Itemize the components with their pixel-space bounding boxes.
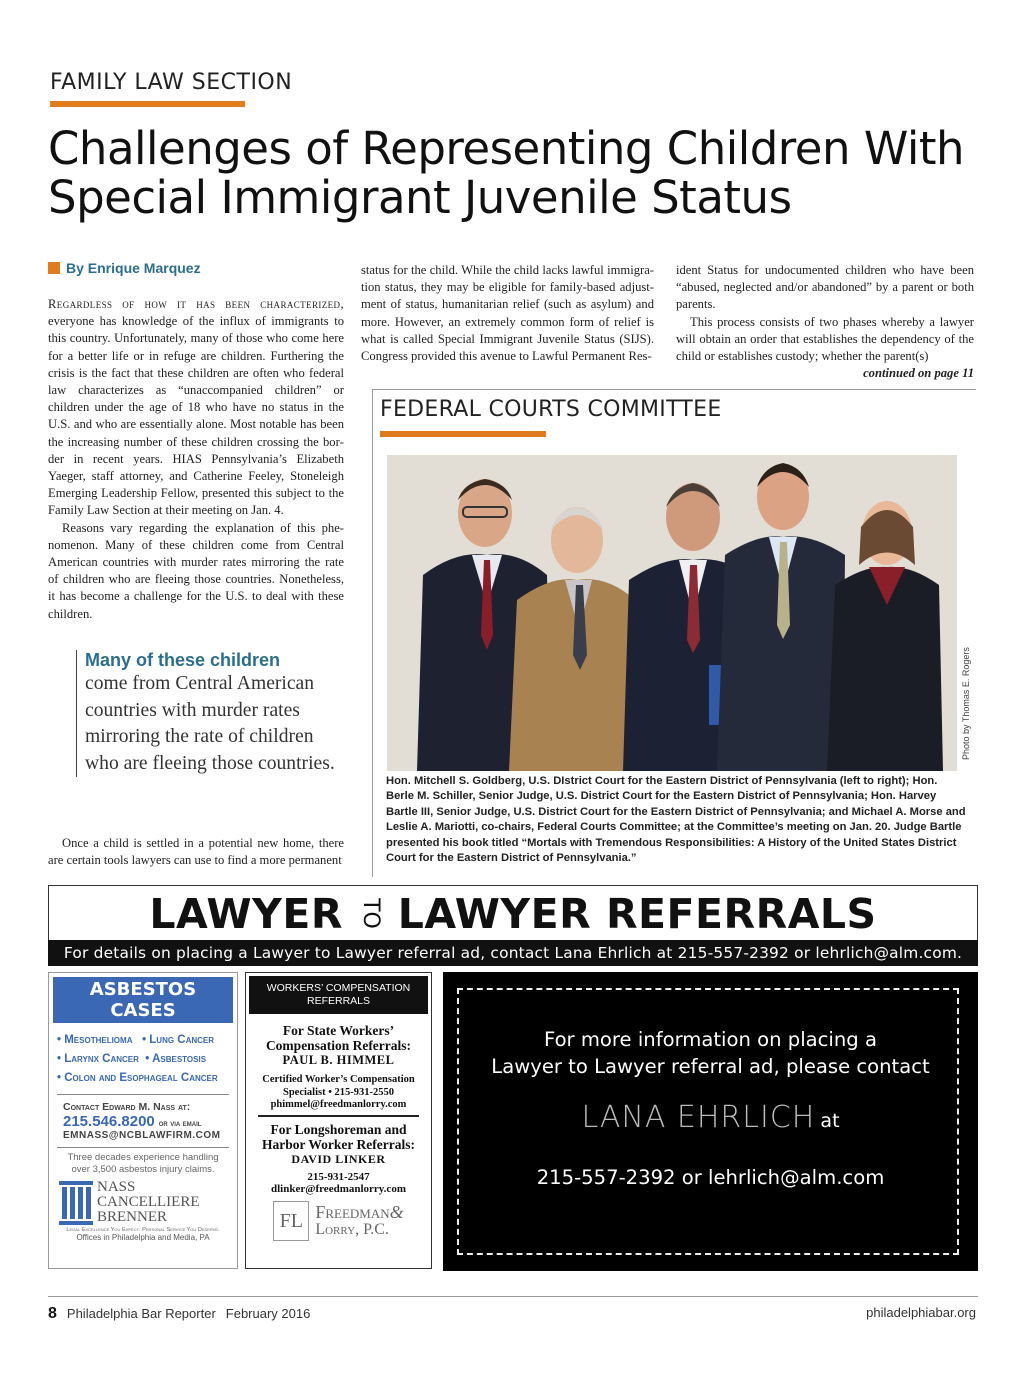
byline-author: By Enrique Marquez [66,260,201,276]
nass-logo [49,1178,237,1227]
nass-firm-3: BRENNER [97,1209,168,1225]
footer-date: February 2016 [225,1306,311,1321]
l2l-info-line-1: For more information on placing a [544,1028,877,1051]
article-paragraph-4: status for the child. While the child lacks lawful immigration status, they may be eligible for family-based adjustment of status, humanitarian relief (such as asylum) and more. However, an extremely common form of relief is what is called Special Immigrant Juvenile Status (SIJS). Congress provided this avenue to Lawful Permanent Res- [361,263,654,364]
l2l-info-text [443,1026,978,1080]
workers-comp-name-1: PAUL B. HIMMEL [282,1053,395,1067]
footer-site: philadelphiabar.org [866,1305,976,1320]
asbestos-item: • Mesothelioma [57,1034,133,1046]
l2l-details-bar: For details on placing a Lawyer to Lawyer referral ad, contact Lana Ehrlich at 215-557-2392 or lehrlich@alm.com. [48,940,978,966]
article-paragraph-6: This process consists of two phases whereby a lawyer will obtain an order that establishes the dependency of the child or establishes custody; whether the parent(s) [676,314,974,364]
workers-comp-header: WORKERS’ COMPENSATION REFERRALS [249,976,428,1014]
l2l-info-ad [443,972,978,1271]
pull-quote-lead: Many of these children [85,650,281,670]
asbestos-item: • Larynx Cancer [57,1053,139,1065]
asbestos-item: • Colon and Esophageal Cancer [57,1072,218,1084]
freedman-firm-1: Freedman [315,1202,390,1222]
photo-caption: Hon. Mitchell S. Goldberg, U.S. DIstrict Court for the Eastern District of Pennsylvania (left to right); Hon. Berle M. Schiller, Senior Judge, U.S. District Court for the Eastern District of Pennsylvania; Hon. Harvey Bartle III, Senior Judge, U.S. District Court for the Eastern District of Pennsylvania; and Michael A. Morse and Leslie A. Mariotti, co-chairs, Federal Courts Committee; at the Committee’s meeting on Jan. 20. Judge Bartle presented his book titled “Mortals with Tremendous Responsibilities: A History of the United States District Court for the Eastern District of Pennsylvania.” [386,775,966,865]
columns-icon [59,1181,93,1225]
article-column-1 [48,296,344,623]
article-column-3 [676,262,974,382]
l2l-banner [48,885,978,941]
asbestos-divider [57,1094,229,1095]
article-opening: Regardless of how it has been characterized, [48,297,344,311]
workers-comp-divider [258,1115,419,1117]
section-rule [50,101,245,107]
l2l-info-contact: 215-557-2392 or lehrlich@alm.com [536,1166,885,1189]
nass-firm-2: CANCELLIERE [97,1194,200,1210]
freedman-amp: & [389,1202,404,1222]
footer-rule [48,1296,978,1297]
asbestos-via: or via email [158,1118,202,1128]
nass-tagline: Legal Excellence You Expect. Personal Service You Deserve. [66,1227,220,1233]
workers-comp-email-1: phimmel@freedmanlorry.com [270,1099,407,1110]
l2l-word-1: LAWYER [149,889,343,938]
workers-comp-name-2: DAVID LINKER [291,1152,386,1166]
workers-comp-phone-2: 215-931-2547 [307,1171,370,1183]
asbestos-ad [48,972,238,1269]
group-photo [387,455,957,771]
federal-courts-rule [380,431,546,437]
byline-square-icon [48,262,60,274]
l2l-info-line-2: Lawyer to Lawyer referral ad, please contact [491,1055,930,1078]
article-paragraph-5: ident Status for undocumented children who have been “abused, neglected and/or abandoned” by a parent or both parents. [676,263,974,312]
l2l-info-name: LANA EHRLICH [581,1100,816,1135]
asbestos-title-2: CASES [110,1000,176,1021]
asbestos-phone: 215.546.8200 [63,1113,155,1130]
asbestos-item: • Lung Cancer [142,1034,215,1046]
asbestos-contact: Contact Edward M. Nass at: [63,1101,191,1113]
freedman-firm-2: Lorry, P.C. [315,1221,389,1238]
freedman-logo [250,1201,427,1241]
article-paragraph-3: Once a child is settled in a potential new home, there are certain tools lawyers can use to find a more permanent [48,836,344,868]
asbestos-item: • Asbestosis [145,1053,207,1065]
page-number: 8 [48,1305,57,1322]
asbestos-title-1: ASBESTOS [89,979,197,1000]
headline-line-1: Challenges of Representing Children With [48,122,964,175]
workers-comp-heading-2: For Longshoreman and Harbor Worker Referrals: [262,1122,415,1152]
nass-firm-name [97,1180,200,1225]
workers-comp-heading-1: For State Workers’ Compensation Referrals: [265,1023,412,1053]
photo-credit: Photo by Thomas E. Rogers [961,647,971,760]
byline [48,260,201,276]
workers-comp-cert: Certified Worker’s Compensation Specialist • 215-931-2550 [262,1074,415,1098]
article-paragraph-1-text: everyone has knowledge of the influx of immigrants to this country. Unfortunately, many of those who come here for a better life or in refuge are children. Furthering the crisis is the fact that these children are often who federal law characterizes as “unaccompanied children” or children under the age of 18 who have no status in the U.S. and who are essentially alone. Most notable has been the increasing number of these children crossing the border in recent years. HIAS Pennsylvania’s Elizabeth Yaeger, staff attorney, and Catherine Feeley, Stoneleigh Emerging Leadership Fellow, presented this subject to the Family Law Section at their meeting on Jan. 4. [48,314,344,518]
section-label: FAMILY LAW SECTION [50,70,293,95]
nass-offices: Offices in Philadelphia and Media, PA [76,1233,210,1242]
group-photo-illustration [387,455,957,771]
nass-firm-1: NASS [97,1179,136,1195]
headline-line-2: Special Immigrant Juvenile Status [48,171,792,224]
asbestos-experience: Three decades experience handling over 3,500 asbestos injury claims. [67,1152,219,1175]
l2l-info-at: at [820,1110,840,1132]
pull-quote-text: come from Central American countries with murder rates mirroring the rate of children who are fleeing those countries. [85,673,335,774]
asbestos-ad-title [53,977,233,1023]
l2l-info-name-line [443,1100,978,1135]
article-paragraph-2: Reasons vary regarding the explanation of this phenomenon. Many of these children come from Central American countries with murder rates mirroring the rate of children who are fleeing those countries. Nonetheless, it has become a challenge for the U.S. to deal with these children. [48,520,344,621]
article-paragraph-1 [48,296,344,520]
continued-note: continued on page 11 [863,366,974,381]
article-column-1-continued [48,835,344,869]
freedman-monogram: FL [273,1201,309,1241]
workers-comp-ad [245,972,432,1269]
article-column-2 [361,262,654,365]
asbestos-divider-2 [57,1147,229,1148]
headline [48,124,978,222]
pull-quote [76,650,346,777]
asbestos-contact-block [49,1097,237,1145]
l2l-to: TO [357,898,383,929]
workers-comp-email-2: dlinker@freedmanlorry.com [271,1183,406,1195]
l2l-word-2: LAWYER REFERRALS [397,889,877,938]
freedman-wordmark [315,1203,403,1239]
footer-publication: Philadelphia Bar Reporter [66,1306,216,1321]
asbestos-conditions [49,1027,237,1092]
workers-comp-body [246,1017,431,1243]
footer-left [48,1305,310,1323]
federal-courts-title: FEDERAL COURTS COMMITTEE [380,397,722,422]
asbestos-email: EMNASS@NCBLAWFIRM.COM [63,1130,221,1141]
